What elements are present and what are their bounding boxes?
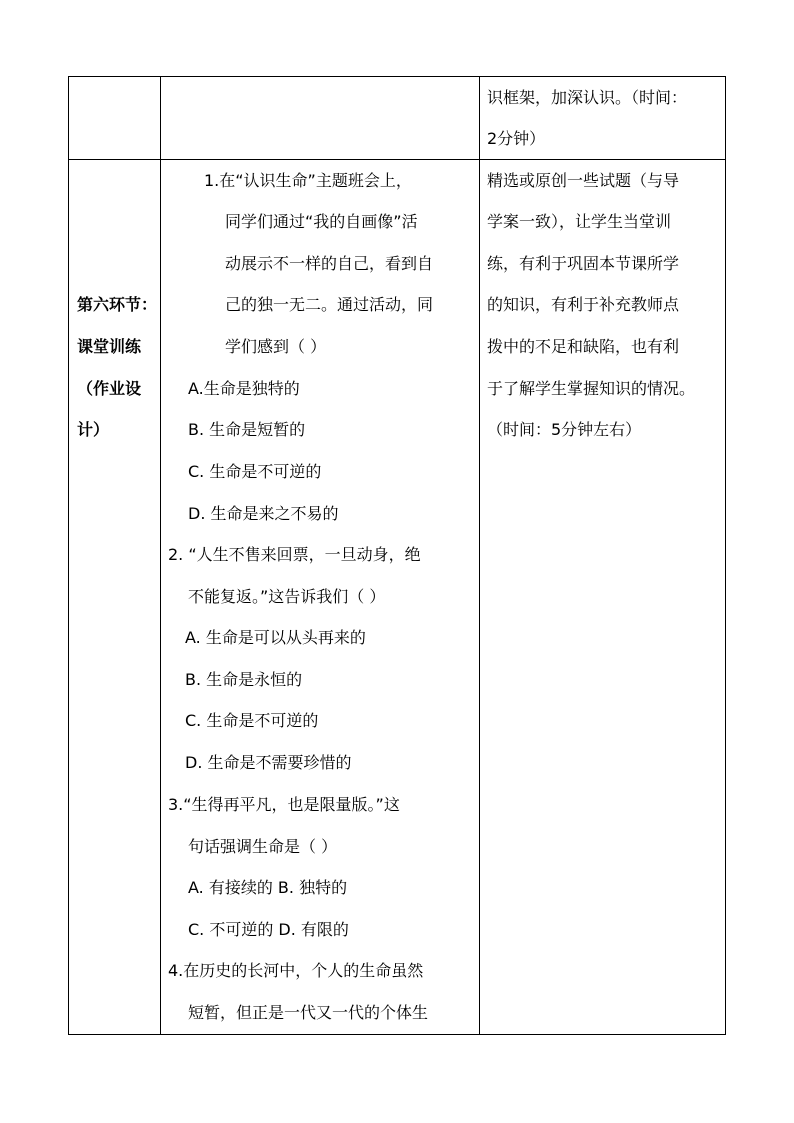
column-divider-2 — [479, 76, 480, 1035]
exercise-option: C. 生命是不可逆的 — [185, 711, 319, 730]
design-note-line: 于了解学生掌握知识的情况。 — [487, 379, 696, 398]
exercise-line: 句话强调生命是（ ） — [188, 837, 338, 856]
exercise-option: C. 不可逆的 D. 有限的 — [188, 920, 349, 939]
design-note-line: 的知识，有利于补充教师点 — [487, 295, 680, 314]
row1-design-text-line: 2分钟） — [487, 129, 546, 148]
exercise-line: 4.在历史的长河中，个人的生命虽然 — [168, 961, 424, 980]
column-divider-1 — [160, 76, 161, 1035]
stage-label-line: 课堂训练 — [77, 337, 142, 356]
exercise-line: 同学们通过“我的自画像”活 — [225, 212, 418, 231]
design-note-line: 精选或原创一些试题（与导 — [487, 171, 680, 190]
exercise-option: B. 生命是短暂的 — [188, 420, 306, 439]
exercise-line: 学们感到（ ） — [225, 337, 327, 356]
row-divider — [68, 159, 726, 160]
exercise-line: 3.“生得再平凡，也是限量版。”这 — [168, 795, 400, 814]
stage-label-line: （作业设 — [77, 379, 142, 398]
exercise-option: A.生命是独特的 — [188, 379, 300, 398]
design-note-line: （时间：5分钟左右） — [487, 420, 642, 439]
table-right-border — [725, 76, 726, 1035]
exercise-line: 己的独一无二。通过活动，同 — [225, 295, 434, 314]
exercise-line: 不能复返。”这告诉我们（ ） — [188, 587, 386, 606]
exercise-option: C. 生命是不可逆的 — [188, 462, 322, 481]
row1-design-text-line: 识框架，加深认识。（时间： — [487, 88, 688, 107]
exercise-line: 短暂，但正是一代又一代的个体生 — [188, 1003, 429, 1022]
exercise-line: 动展示不一样的自己，看到自 — [225, 254, 434, 273]
exercise-option: A. 生命是可以从头再来的 — [185, 628, 366, 647]
exercise-option: A. 有接续的 B. 独特的 — [188, 878, 348, 897]
table-bottom-border — [68, 1034, 726, 1035]
exercise-option: D. 生命是来之不易的 — [188, 504, 339, 523]
design-note-line: 练，有利于巩固本节课所学 — [487, 254, 680, 273]
exercise-option: D. 生命是不需要珍惜的 — [185, 753, 352, 772]
table-left-border — [68, 76, 69, 1035]
exercise-line: 1.在“认识生命”主题班会上， — [204, 171, 412, 190]
table-top-border — [68, 76, 726, 77]
design-note-line: 拨中的不足和缺陷，也有利 — [487, 337, 680, 356]
exercise-option: B. 生命是永恒的 — [185, 670, 303, 689]
stage-label-line: 计） — [77, 420, 110, 439]
exercise-line: 2. “人生不售来回票，一旦动身，绝 — [168, 545, 421, 564]
stage-label-line: 第六环节： — [77, 295, 158, 314]
design-note-line: 学案一致），让学生当堂训 — [487, 212, 672, 231]
